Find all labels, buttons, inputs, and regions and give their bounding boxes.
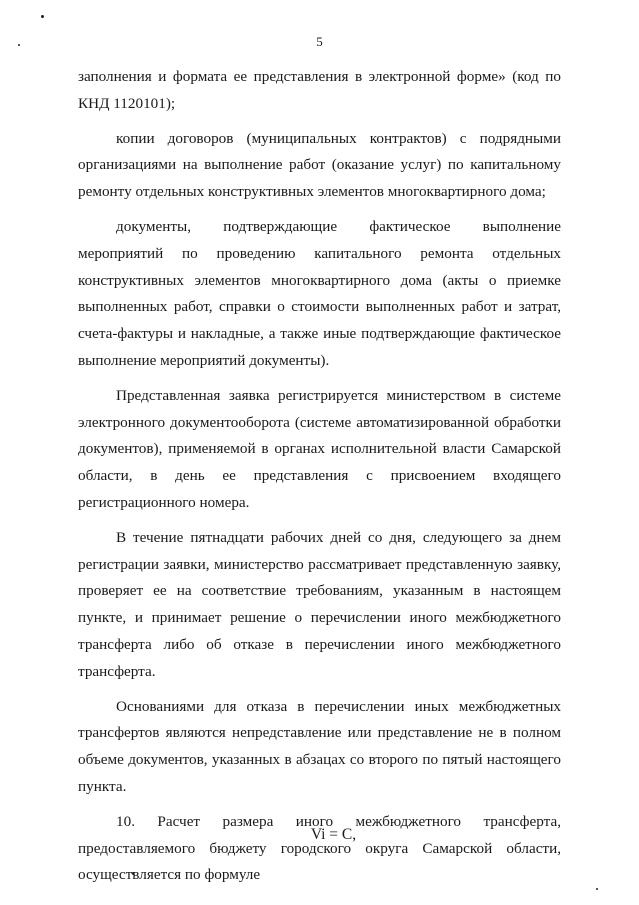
document-body xyxy=(78,64,561,889)
formula: Vi = C, xyxy=(310,826,357,843)
scan-speck xyxy=(596,888,598,890)
paragraph-6: Основаниями для отказа в перечислении иных межбюджетных трансфертов являются непредставление или представление не в полном объеме документов, указанных в абзацах со второго по пятый настоящего пункта. xyxy=(78,697,561,795)
paragraph-1: заполнения и формата ее представления в электронной форме» (код по КНД 1120101); xyxy=(78,68,561,112)
paragraph-5: В течение пятнадцати рабочих дней со дня, следующего за днем регистрации заявки, министерство рассматривает представленную заявку, проверяет ее на соответствие требованиям, указанным в настоящем пункте, и принимает решение о перечислении иного межбюджетного трансферта либо об отказе в перечислении иного межбюджетного трансферта. xyxy=(78,528,561,680)
paragraph-2: копии договоров (муниципальных контрактов) с подрядными организациями на выполнение работ (оказание услуг) по капитальному ремонту отдельных конструктивных элементов многоквартирного дома; xyxy=(78,129,561,201)
paragraph-3: документы, подтверждающие фактическое выполнение мероприятий по проведению капитального ремонта отдельных конструктивных элементов многоквартирного дома (акты о приемке выполненных работ, справки о стоимости выполненных работ и затрат, счета-фактуры и накладные, а также иные подтверждающие фактическое выполнение мероприятий документы). xyxy=(78,217,561,369)
page-number: 5 xyxy=(316,34,323,49)
paragraph-4: Представленная заявка регистрируется министерством в системе электронного документооборота (системе автоматизированной обработки документов), применяемой в органах исполнительной власти Самарской области, в день ее представления с присвоением входящего регистрационного номера. xyxy=(78,386,561,511)
paragraph-7: 10. Расчет размера иного межбюджетного трансферта, предоставляемого бюджету городского округа Самарской области, осуществляется по формуле xyxy=(78,812,561,884)
scan-speck xyxy=(41,15,44,18)
